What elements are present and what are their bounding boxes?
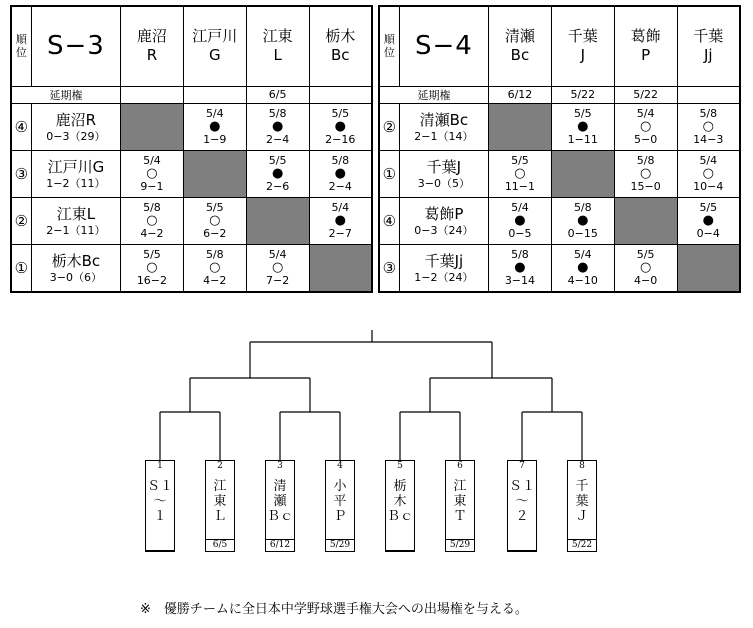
match-date: 5/8: [268, 107, 287, 120]
match-date: 5/8: [573, 201, 592, 214]
match-result-icon: ●: [702, 213, 714, 228]
rank-cell: ④: [11, 103, 31, 150]
match-result-icon: ○: [639, 119, 652, 134]
slot-team-char: 葉: [575, 494, 589, 509]
rank-cell: ②: [379, 103, 399, 150]
slot-team-char: Ｓ１: [146, 479, 173, 494]
match-score: 2−6: [266, 180, 290, 193]
match-result-icon: ○: [146, 166, 158, 181]
team-name: 千葉Jj: [424, 251, 464, 270]
team-name: 栃木Bc: [51, 251, 101, 270]
team-name: 江東L: [56, 204, 96, 223]
slot-team-char: 木: [393, 494, 407, 509]
match-score: 14−3: [693, 133, 724, 146]
slot-team-char: Ｊ: [575, 509, 589, 524]
slot-team-char: Ｌ: [213, 509, 227, 524]
team-name: 江戸川G: [47, 157, 105, 176]
match-score: 16−2: [136, 274, 168, 287]
slot-date: 5/29: [446, 539, 474, 551]
bracket-slot: [265, 460, 295, 552]
slot-team-char: Ｓ１: [508, 479, 535, 494]
match-date: 5/8: [205, 248, 224, 261]
group-title: S−3: [31, 6, 120, 86]
slot-number: 7: [519, 461, 525, 471]
match-date: 5/4: [268, 248, 287, 261]
slot-team-char: 千: [575, 479, 589, 494]
slot-team-char: 東: [453, 494, 467, 509]
team-record: 2−1（11）: [46, 223, 106, 237]
slot-team: [206, 479, 234, 524]
match-date: 5/5: [511, 154, 529, 167]
opponent-header: 江東 L: [246, 6, 309, 86]
slot-number: 1: [157, 461, 163, 471]
slot-team: [446, 479, 474, 524]
rank-header: 順位: [11, 6, 31, 86]
match-result-icon: ○: [639, 166, 652, 181]
opponent-header: 葛飾 P: [614, 6, 677, 86]
match-result-icon: ●: [334, 166, 346, 181]
match-date: 5/4: [143, 154, 161, 167]
slot-team-char: 〜: [153, 494, 167, 509]
slot-team-char: Ｂｃ: [386, 509, 413, 524]
match-score: 0−4: [696, 227, 720, 240]
slot-date: 6/5: [206, 539, 234, 551]
slot-team-char: 江: [213, 479, 227, 494]
rank-cell: ④: [379, 197, 399, 244]
match-date: 5/5: [143, 248, 161, 261]
match-date: 5/5: [205, 201, 224, 214]
team-record: 3−0（5）: [417, 176, 470, 190]
slot-date: 5/22: [568, 539, 596, 551]
match-date: 5/8: [699, 107, 718, 120]
match-result-icon: ○: [209, 213, 221, 228]
team-record: 0−3（29）: [46, 129, 106, 143]
extension-label: 延期権: [379, 86, 489, 103]
match-score: 2−16: [325, 133, 356, 146]
match-result-icon: ○: [639, 260, 652, 275]
match-score: 15−0: [630, 180, 661, 193]
match-score: 10−4: [693, 180, 724, 193]
match-score: 9−1: [140, 180, 164, 193]
slot-date: [386, 550, 414, 551]
rank-cell: ③: [11, 150, 31, 197]
match-date: 5/4: [699, 154, 718, 167]
slot-team-char: 平: [333, 494, 347, 509]
slot-team: [146, 479, 174, 524]
match-result-icon: ●: [577, 119, 589, 134]
match-date: 5/5: [699, 201, 718, 214]
match-result-icon: ○: [514, 166, 526, 181]
slot-team-char: Ｂｃ: [266, 509, 293, 524]
match-score: 4−10: [567, 274, 598, 287]
match-result-icon: ●: [271, 119, 284, 134]
match-result-icon: ○: [146, 213, 158, 228]
match-score: 2−4: [328, 180, 352, 193]
match-date: 5/5: [636, 248, 655, 261]
slot-date: [508, 550, 536, 551]
slot-team-char: 清: [273, 479, 287, 494]
extension-value: 6/12: [489, 86, 552, 103]
team-name: 葛飾P: [424, 204, 464, 223]
slot-team-char: ２: [515, 509, 529, 524]
slot-number: 4: [337, 461, 343, 471]
opponent-header: 栃木 Bc: [309, 6, 372, 86]
match-result-icon: ●: [271, 166, 284, 181]
slot-number: 3: [277, 461, 283, 471]
match-result-icon: ○: [271, 260, 284, 275]
match-date: 5/5: [573, 107, 592, 120]
match-date: 5/4: [331, 201, 350, 214]
match-result-icon: ●: [577, 260, 589, 275]
rank-cell: ③: [379, 244, 399, 292]
match-score: 0−5: [508, 227, 532, 240]
match-date: 5/4: [573, 248, 592, 261]
bracket-slot: [445, 460, 475, 552]
slot-team-char: 東: [213, 494, 227, 509]
match-date: 5/8: [636, 154, 655, 167]
slot-team: [386, 479, 414, 524]
match-score: 3−14: [504, 274, 536, 287]
opponent-header: 千葉 Jj: [677, 6, 740, 86]
slot-team: [326, 479, 354, 524]
slot-team-char: １: [153, 509, 167, 524]
bracket-slot: [325, 460, 355, 552]
rank-cell: ①: [379, 150, 399, 197]
match-score: 5−0: [634, 133, 658, 146]
slot-team-char: 瀬: [273, 494, 287, 509]
match-date: 5/5: [268, 154, 287, 167]
match-date: 5/8: [143, 201, 161, 214]
bracket-slot: [507, 460, 537, 552]
rank-header: 順位: [379, 6, 399, 86]
match-score: 2−4: [266, 133, 290, 146]
rank-cell: ①: [11, 244, 31, 292]
opponent-header: 清瀬 Bc: [489, 6, 552, 86]
bracket-slot: [385, 460, 415, 552]
team-record: 3−0（6）: [49, 270, 102, 284]
rank-cell: ②: [11, 197, 31, 244]
match-date: 5/4: [636, 107, 655, 120]
extension-value: 5/22: [551, 86, 614, 103]
match-result-icon: ●: [209, 119, 221, 134]
footnote: ※ 優勝チームに全日本中学野球選手権大会への出場権を与える。: [140, 602, 528, 617]
extension-value: 5/22: [614, 86, 677, 103]
slot-team-char: 江: [453, 479, 467, 494]
match-date: 5/8: [511, 248, 529, 261]
bracket-lines: [160, 330, 582, 460]
opponent-header: 鹿沼 R: [121, 6, 184, 86]
match-score: 2−7: [328, 227, 352, 240]
match-date: 5/4: [205, 107, 224, 120]
slot-date: [146, 550, 174, 551]
slot-number: 2: [217, 461, 223, 471]
slot-team-char: Ｔ: [453, 509, 467, 524]
opponent-header: 江戸川 G: [183, 6, 246, 86]
slot-number: 6: [457, 461, 463, 471]
team-record: 2−1（14）: [414, 129, 474, 143]
team-record: 1−2（11）: [46, 176, 106, 190]
match-result-icon: ○: [146, 260, 158, 275]
match-result-icon: ●: [334, 119, 346, 134]
match-result-icon: ●: [334, 213, 346, 228]
slot-team: [266, 479, 294, 524]
group-title: S−4: [399, 6, 488, 86]
match-score: 1−9: [203, 133, 227, 146]
match-result-icon: ●: [514, 213, 526, 228]
match-score: 11−1: [504, 180, 536, 193]
match-score: 1−11: [567, 133, 598, 146]
bracket-slot: [567, 460, 597, 552]
slot-date: 5/29: [326, 539, 354, 551]
bracket-slot: [145, 460, 175, 552]
team-record: 0−3（24）: [414, 223, 474, 237]
slot-date: 6/12: [266, 539, 294, 551]
match-result-icon: ●: [577, 213, 589, 228]
match-date: 5/8: [331, 154, 350, 167]
match-result-icon: ○: [702, 166, 714, 181]
slot-team: [568, 479, 596, 524]
match-date: 5/5: [331, 107, 350, 120]
match-date: 5/4: [511, 201, 529, 214]
team-name: 千葉J: [426, 157, 462, 176]
slot-team-char: 〜: [515, 494, 529, 509]
extension-label: 延期権: [11, 86, 121, 103]
match-score: 6−2: [203, 227, 227, 240]
match-result-icon: ○: [702, 119, 714, 134]
opponent-header: 千葉 J: [551, 6, 614, 86]
team-name: 清瀬Bc: [419, 110, 469, 129]
slot-team: [508, 479, 536, 524]
extension-value: 6/5: [246, 86, 309, 103]
match-score: 7−2: [266, 274, 290, 287]
team-name: 鹿沼R: [55, 110, 97, 129]
match-score: 0−15: [567, 227, 598, 240]
match-result-icon: ●: [514, 260, 526, 275]
match-result-icon: ○: [209, 260, 221, 275]
slot-team-char: 小: [333, 479, 347, 494]
slot-number: 8: [579, 461, 585, 471]
bracket-slot: [205, 460, 235, 552]
team-record: 1−2（24）: [414, 270, 474, 284]
slot-number: 5: [397, 461, 403, 471]
match-score: 4−2: [140, 227, 164, 240]
slot-team-char: 栃: [393, 479, 407, 494]
slot-team-char: Ｐ: [333, 509, 347, 524]
match-score: 4−2: [203, 274, 227, 287]
match-score: 4−0: [634, 274, 658, 287]
